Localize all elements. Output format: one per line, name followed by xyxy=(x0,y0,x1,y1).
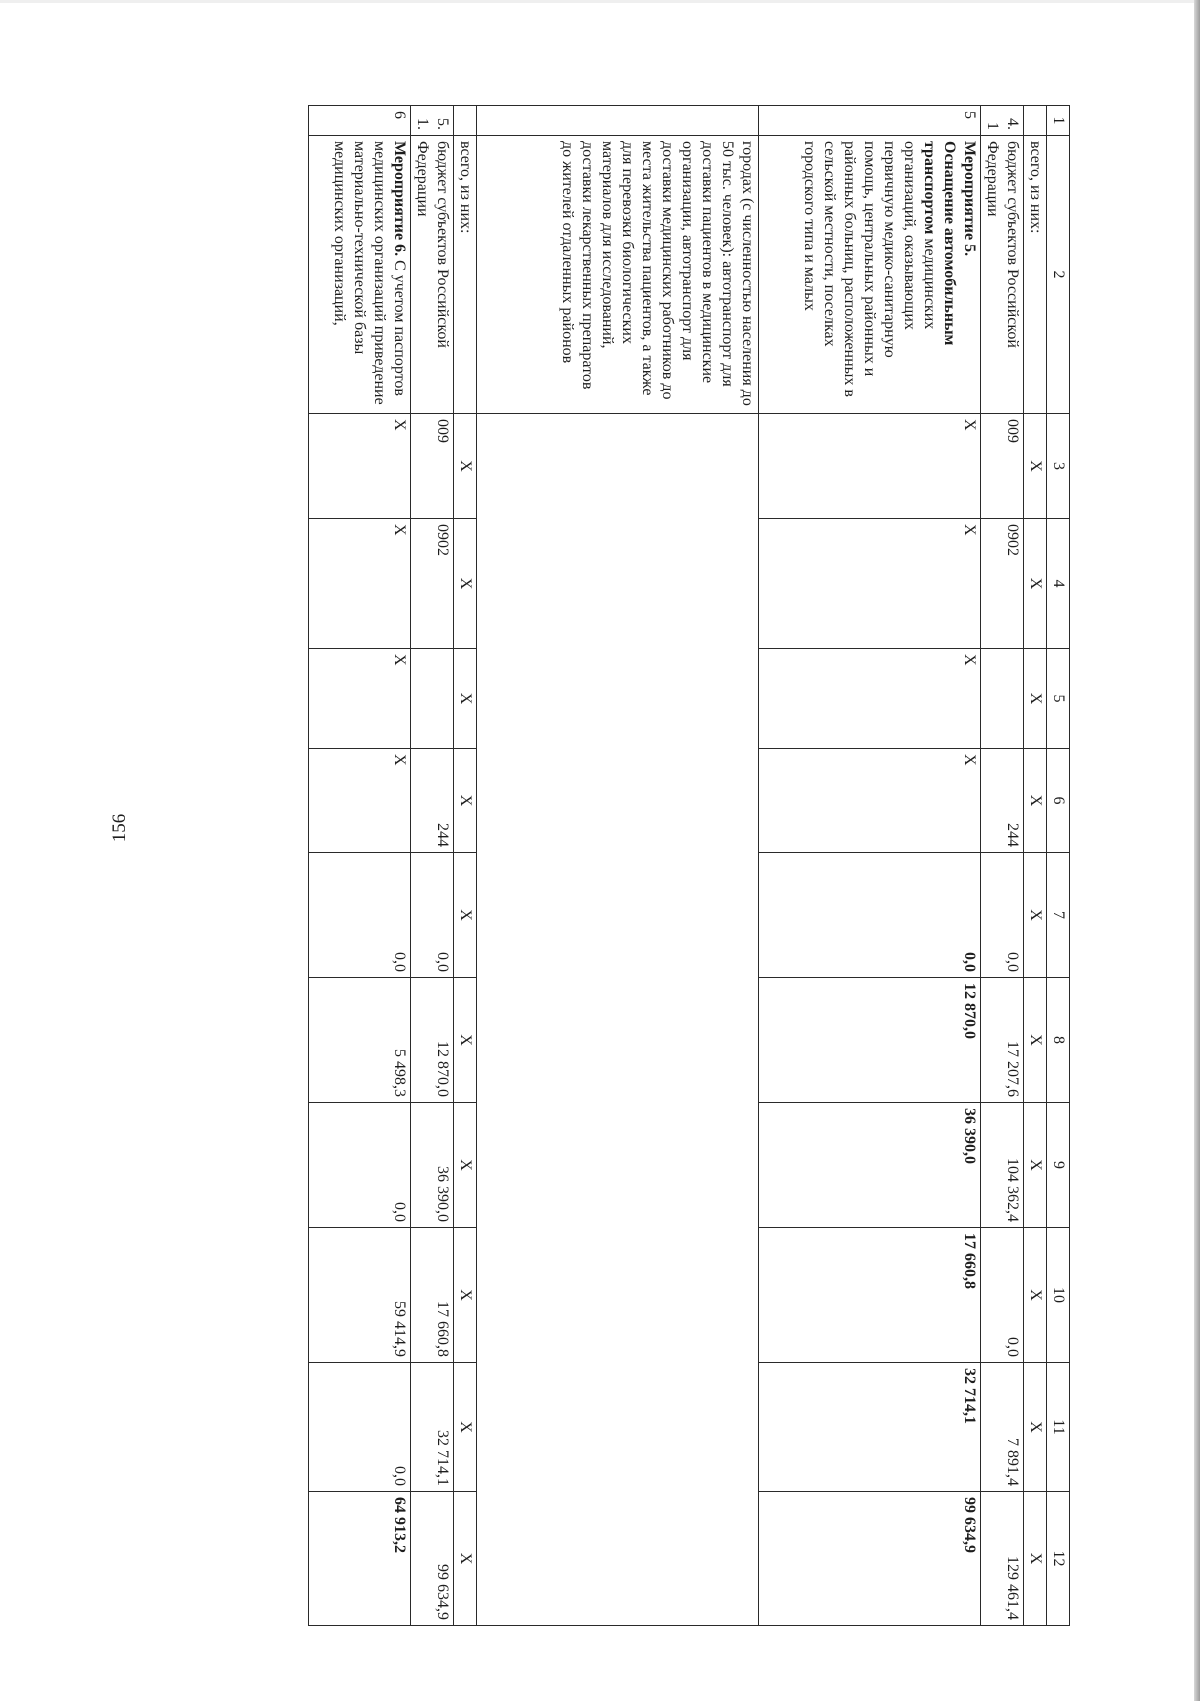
bold-value: 32 714,1 xyxy=(961,1368,978,1424)
col-header: 10 xyxy=(1047,1228,1070,1363)
table-header-row xyxy=(1047,106,1070,1626)
cell: 32 714,1 xyxy=(411,1363,454,1492)
cell xyxy=(477,106,759,136)
cell-description xyxy=(309,136,411,414)
cell: 59 414,9 xyxy=(309,1228,411,1363)
bold-value: 0,0 xyxy=(961,952,978,972)
cell: X xyxy=(759,649,981,749)
cell: X xyxy=(309,749,411,853)
col-header: 4 xyxy=(1047,519,1070,649)
cell: 12 870,0 xyxy=(411,978,454,1103)
cell-description: всего, из них: xyxy=(1024,136,1047,414)
cell: 36 390,0 xyxy=(411,1103,454,1228)
cell-description: бюджет субъектов Российской Федерации xyxy=(981,136,1024,414)
col-header: 3 xyxy=(1047,414,1070,519)
cell: X xyxy=(1024,853,1047,978)
cell: X xyxy=(454,749,477,853)
col-header: 2 xyxy=(1047,136,1070,414)
bold-value: 64 913,2 xyxy=(391,1497,408,1553)
col-header: 7 xyxy=(1047,853,1070,978)
cell: 0,0 xyxy=(411,853,454,978)
col-header: 12 xyxy=(1047,1492,1070,1626)
cell: X xyxy=(309,414,411,519)
cell: 0,0 xyxy=(309,1363,411,1492)
cell: 7 891,4 xyxy=(981,1363,1024,1492)
cell: X xyxy=(1024,978,1047,1103)
cell: 104 362,4 xyxy=(981,1103,1024,1228)
rotated-table-container xyxy=(190,105,1070,1625)
table-row xyxy=(477,106,759,1626)
cell: X xyxy=(759,749,981,853)
table-row xyxy=(309,106,411,1626)
cell: X xyxy=(1024,1363,1047,1492)
measure-subject: Оснащение автомобильным транспортом xyxy=(921,141,958,346)
measure-title: Мероприятие 5. xyxy=(961,141,978,257)
cell: 5 498,3 xyxy=(309,978,411,1103)
cell: X xyxy=(454,519,477,649)
cell xyxy=(759,1363,981,1492)
page-number: 156 xyxy=(109,813,130,843)
cell xyxy=(759,853,981,978)
cell: 0,0 xyxy=(981,853,1024,978)
cell xyxy=(759,1228,981,1363)
cell xyxy=(759,1103,981,1228)
cell-empty xyxy=(477,414,759,1626)
cell: 0,0 xyxy=(309,1103,411,1228)
measure-title: Мероприятие 6. xyxy=(391,141,408,257)
cell xyxy=(981,649,1024,749)
cell xyxy=(759,978,981,1103)
cell: 009 xyxy=(981,414,1024,519)
col-header: 8 xyxy=(1047,978,1070,1103)
table-row xyxy=(1024,106,1047,1626)
bold-value: 36 390,0 xyxy=(961,1108,978,1164)
table-row xyxy=(411,106,454,1626)
col-header: 6 xyxy=(1047,749,1070,853)
cell: 129 461,4 xyxy=(981,1492,1024,1626)
cell: X xyxy=(1024,1492,1047,1626)
cell: X xyxy=(1024,649,1047,749)
cell: 0,0 xyxy=(309,853,411,978)
col-header: 5 xyxy=(1047,649,1070,749)
cell: X xyxy=(454,1363,477,1492)
table-row xyxy=(759,106,981,1626)
cell: X xyxy=(454,1103,477,1228)
col-header: 1 xyxy=(1047,106,1070,136)
scan-right-edge xyxy=(1194,0,1200,1701)
cell xyxy=(1024,106,1047,136)
bold-value: 17 660,8 xyxy=(961,1233,978,1289)
cell-description: бюджет субъектов Российской Федерации xyxy=(411,136,454,414)
cell: 17 207,6 xyxy=(981,978,1024,1103)
cell: X xyxy=(454,649,477,749)
cell: X xyxy=(1024,519,1047,649)
cell: X xyxy=(454,978,477,1103)
cell: 99 634,9 xyxy=(411,1492,454,1626)
cell: X xyxy=(309,649,411,749)
cell: 0902 xyxy=(411,519,454,649)
budget-table xyxy=(308,105,1070,1626)
cell: X xyxy=(1024,1228,1047,1363)
measure-text: С учетом паспортов медицинских организаций приведение материально-технической базы медицинских организаций, xyxy=(331,141,408,405)
table-row xyxy=(981,106,1024,1626)
cell: X xyxy=(1024,414,1047,519)
cell: 0,0 xyxy=(981,1228,1024,1363)
cell: X xyxy=(1024,749,1047,853)
cell: 244 xyxy=(981,749,1024,853)
cell xyxy=(411,649,454,749)
bold-value: 99 634,9 xyxy=(961,1497,978,1553)
cell-number: 5 xyxy=(759,106,981,136)
scan-top-edge xyxy=(0,0,1200,3)
cell xyxy=(454,106,477,136)
cell-description: всего, из них: xyxy=(454,136,477,414)
cell-number: 4.1 xyxy=(981,106,1024,136)
cell xyxy=(759,1492,981,1626)
cell: X xyxy=(309,519,411,649)
cell: X xyxy=(454,414,477,519)
col-header: 9 xyxy=(1047,1103,1070,1228)
measure-text: медицинских организаций, оказывающих первичную медико-санитарную помощь, центральных районных и районных больниц, расположенных в сельской местности, поселках городского типа и малых xyxy=(801,141,938,397)
cell-number: 5.1. xyxy=(411,106,454,136)
cell: X xyxy=(454,1492,477,1626)
cell: X xyxy=(759,414,981,519)
cell xyxy=(309,1492,411,1626)
cell: 0902 xyxy=(981,519,1024,649)
cell: X xyxy=(1024,1103,1047,1228)
col-header: 11 xyxy=(1047,1363,1070,1492)
cell: 009 xyxy=(411,414,454,519)
cell-description xyxy=(759,136,981,414)
cell: X xyxy=(454,1228,477,1363)
cell-number: 6 xyxy=(309,106,411,136)
cell: 244 xyxy=(411,749,454,853)
cell: X xyxy=(759,519,981,649)
table-row xyxy=(454,106,477,1626)
cell-description: городах (с численностью населения до 50 тыс. человек): автотранспорт для доставки пациентов в медицинские организации, автотранспорт для доставки медицинских работников до места жительства пациентов, а также для перевозки биологических материалов для исследований, доставки лекарственных препаратов до жителей отдаленных районов xyxy=(477,136,759,414)
cell: X xyxy=(454,853,477,978)
cell: 17 660,8 xyxy=(411,1228,454,1363)
bold-value: 12 870,0 xyxy=(961,983,978,1039)
